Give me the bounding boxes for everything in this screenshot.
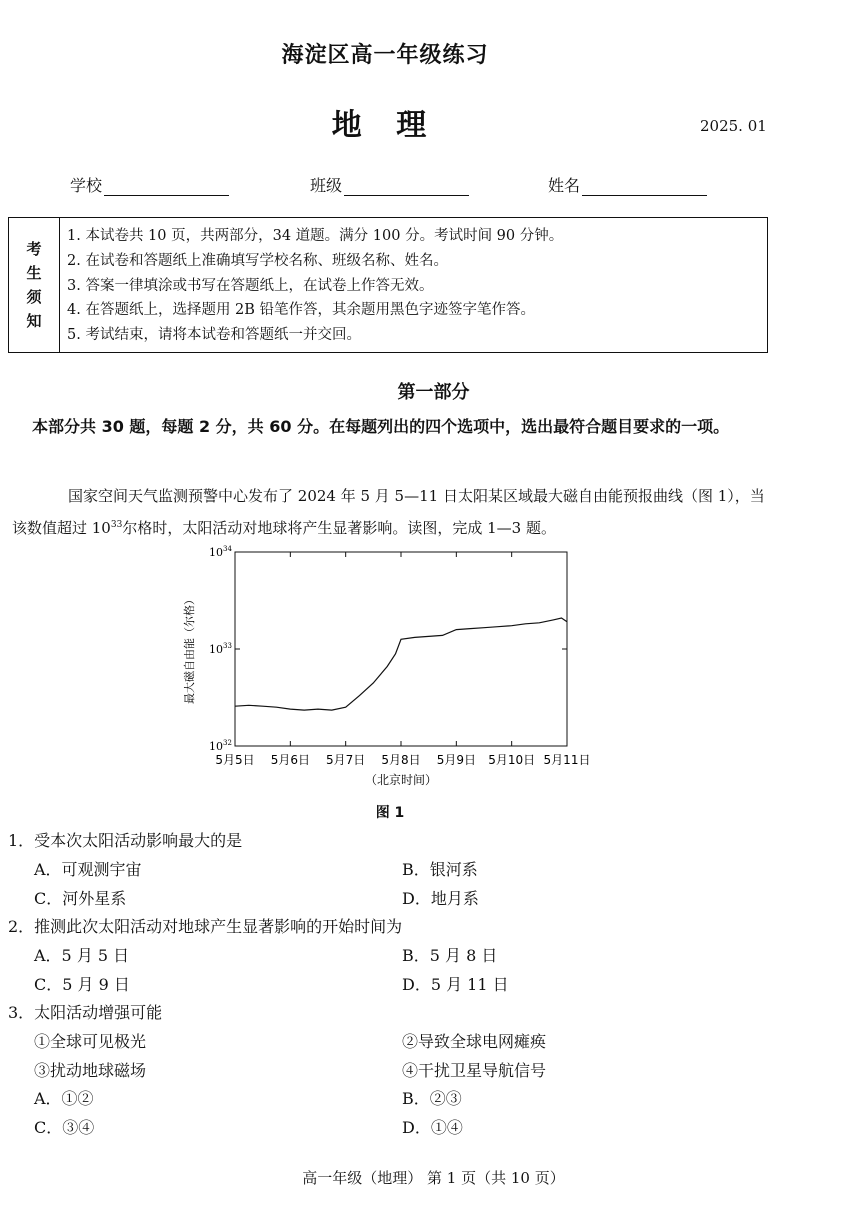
q3-option-c[interactable]: C．③④	[34, 1118, 95, 1137]
notice-label	[9, 218, 60, 352]
name-field[interactable]	[548, 173, 707, 196]
notice-label-char: 考	[26, 240, 42, 258]
q3-statement-3: ③扰动地球磁场	[34, 1061, 147, 1080]
class-blank[interactable]	[344, 177, 469, 196]
q3-option-a[interactable]: A．①②	[34, 1089, 94, 1108]
y-tick-label	[209, 545, 232, 559]
magnetic-energy-chart	[175, 540, 615, 795]
x-tick-label: 5月9日	[436, 753, 476, 767]
q1-option-d[interactable]: D．地月系	[402, 889, 479, 908]
notice-item: 1. 本试卷共 10 页，共两部分，34 道题。满分 100 分。考试时间 90 分钟。	[67, 228, 564, 244]
q3-statement-2: ②导致全球电网瘫痪	[402, 1032, 547, 1051]
x-tick-label: 5月7日	[326, 753, 366, 767]
y-tick-label	[209, 642, 232, 656]
y-tick-base: 10	[209, 546, 223, 559]
notice-item: 2. 在试卷和答题纸上准确填写学校名称、班级名称、姓名。	[67, 252, 448, 269]
y-tick-exponent: 34	[223, 545, 232, 553]
part-instructions: 本部分共 30 题，每题 2 分，共 60 分。在每题列出的四个选项中，选出最符合题目要求的一项。	[32, 417, 730, 436]
x-tick-label: 5月10日	[488, 753, 536, 767]
x-axis-label: （北京时间）	[364, 773, 438, 787]
intro-text-b: 尔格时，太阳活动对地球将产生显著影响。读图，完成 1—3 题。	[122, 519, 556, 537]
y-tick-label	[209, 739, 232, 753]
page-footer: 高一年级（地理） 第 1 页（共 10 页）	[302, 1169, 565, 1187]
q2-option-d[interactable]: D．5 月 11 日	[402, 975, 509, 994]
x-tick-label: 5月8日	[381, 753, 421, 767]
question-2-stem: 2．推测此次太阳活动对地球产生显著影响的开始时间为	[8, 917, 403, 936]
intro-exponent: 33	[110, 520, 123, 530]
name-blank[interactable]	[582, 177, 707, 196]
class-field[interactable]	[310, 173, 469, 196]
q2-option-c[interactable]: C．5 月 9 日	[34, 975, 130, 994]
series-line	[235, 618, 567, 710]
q1-option-b[interactable]: B．银河系	[402, 860, 478, 879]
exam-date: 2025. 01	[700, 117, 767, 135]
q2-option-a[interactable]: A．5 月 5 日	[34, 946, 130, 965]
x-tick-label: 5月6日	[270, 753, 310, 767]
school-field[interactable]	[70, 173, 229, 196]
x-tick-label: 5月11日	[543, 753, 591, 767]
y-tick-base: 10	[209, 740, 223, 753]
notice-label-char: 知	[26, 312, 42, 330]
exam-title: 海淀区高一年级练习	[281, 42, 489, 68]
question-intro	[12, 482, 772, 543]
exam-notice-box	[8, 217, 768, 353]
q3-option-b[interactable]: B．②③	[402, 1089, 462, 1108]
school-label: 学校	[70, 176, 103, 195]
subject-title: 地 理	[331, 108, 439, 143]
notice-item: 3. 答案一律填涂或书写在答题纸上，在试卷上作答无效。	[67, 277, 434, 294]
notice-label-char: 须	[26, 288, 42, 306]
notice-list	[67, 224, 563, 348]
q3-statement-4: ④干扰卫星导航信号	[402, 1061, 547, 1080]
notice-label-char: 生	[26, 264, 42, 282]
q3-option-d[interactable]: D．①④	[402, 1118, 463, 1137]
notice-item: 5. 考试结束，请将本试卷和答题纸一并交回。	[67, 327, 361, 344]
q1-option-a[interactable]: A．可观测宇宙	[34, 860, 142, 879]
y-axis-label: 最大磁自由能（尔格）	[183, 594, 196, 704]
y-tick-base: 10	[209, 643, 223, 656]
q1-option-c[interactable]: C．河外星系	[34, 889, 127, 908]
y-tick-exponent: 33	[223, 642, 232, 650]
y-tick-exponent: 32	[223, 739, 232, 747]
school-blank[interactable]	[104, 177, 229, 196]
part-title: 第一部分	[397, 382, 470, 403]
question-1-stem: 1．受本次太阳活动影响最大的是	[8, 831, 243, 850]
figure-caption: 图 1	[375, 805, 405, 821]
q2-option-b[interactable]: B．5 月 8 日	[402, 946, 498, 965]
plot-frame	[235, 552, 567, 746]
question-3-stem: 3．太阳活动增强可能	[8, 1003, 163, 1022]
class-label: 班级	[310, 176, 343, 195]
intro-text-a: 国家空间天气监测预警中心发布了 2024 年 5 月 5—11 日太阳某区域最大磁自由能预报曲线（图 1），当该数值超过 10	[12, 487, 765, 537]
notice-item: 4. 在答题纸上，选择题用 2B 铅笔作答，其余题用黑色字迹签字笔作答。	[67, 302, 536, 319]
name-label: 姓名	[548, 176, 581, 195]
x-tick-label: 5月5日	[215, 753, 255, 767]
q3-statement-1: ①全球可见极光	[34, 1032, 147, 1051]
